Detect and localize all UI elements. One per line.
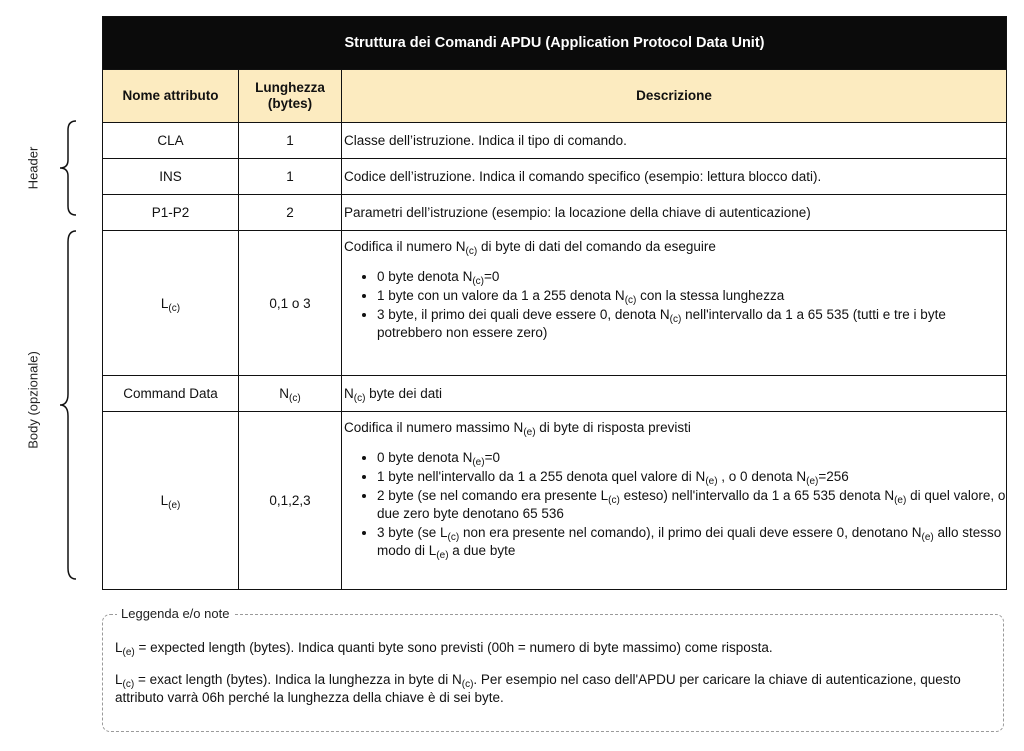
list-item: • 0 byte denota $N_{(c)}=0$	[377, 268, 1006, 286]
header-brace-icon	[56, 120, 80, 216]
list-item: • 3 byte, il primo dei quali deve essere 0, denota $N_{(c)}$ nell'intervallo da 1 a 65 535 (tutti e tre i byte potrebbero non essere zero)	[377, 306, 1006, 342]
cla-name: CLA	[103, 123, 239, 159]
legend-le-note: $L_{(e)}$ = expected length (bytes). Indica quanti byte sono previsti (00h = numero di byte massimo) come risposta.	[115, 640, 773, 658]
le-description: Codifica il numero massimo $N_{(e)}$ di byte di risposta previsti • 0 byte denota $N_{(e)}=0$ • 1 byte nell'intervallo da 1 a 255 denota quel valore di $N_{(e)}$ , o 0 denota $N_{(e)}=256$ • 2 byte (se nel comando era presente $L_{(c)}$ esteso) nell'intervallo da 1 a 65 535 denota $N_{(e)}$ di quel valore, o due zero byte denotano 65 536 • 3 byte (se $L_{(c)}$ non era presente nel comando), il primo dei quali deve essere 0, denotano $N_{(e)}$ allo stesso modo di $L_{(e)}$ a due byte	[342, 412, 1007, 590]
cmd-length: $N_{(c)}$	[239, 376, 342, 412]
p1p2-length: 2	[239, 195, 342, 231]
ins-description: Codice dell’istruzione. Indica il comando specifico (esempio: lettura blocco dati).	[342, 159, 1007, 195]
group-label-header: Header	[25, 146, 41, 190]
list-item: • 2 byte (se nel comando era presente $L_{(c)}$ esteso) nell'intervallo da 1 a 65 535 denota $N_{(e)}$ di quel valore, o due zero byte denotano 65 536	[377, 487, 1006, 523]
header-length: Lunghezza (bytes)	[239, 70, 342, 123]
group-label-body: Body (opzionale)	[25, 351, 41, 449]
header-description: Descrizione	[342, 70, 1007, 123]
le-name: $L_{(e)}$	[103, 412, 239, 590]
cmd-name: Command Data	[103, 376, 239, 412]
table-title: Struttura dei Comandi APDU (Application Protocol Data Unit)	[103, 17, 1007, 70]
apdu-table	[102, 16, 1007, 590]
cmd-description: $N_{(c)}$ byte dei dati	[342, 376, 1007, 412]
list-item: • 1 byte nell'intervallo da 1 a 255 denota quel valore di $N_{(e)}$ , o 0 denota $N_{(e)}=256$	[377, 468, 1006, 486]
ins-name: INS	[103, 159, 239, 195]
p1p2-description: Parametri dell’istruzione (esempio: la locazione della chiave di autenticazione)	[342, 195, 1007, 231]
p1p2-name: P1-P2	[103, 195, 239, 231]
body-brace-icon	[56, 230, 80, 580]
cla-description: Classe dell’istruzione. Indica il tipo di comando.	[342, 123, 1007, 159]
list-item: • 3 byte (se $L_{(c)}$ non era presente nel comando), il primo dei quali deve essere 0, denotano $N_{(e)}$ allo stesso modo di $L_{(e)}$ a due byte	[377, 524, 1006, 560]
lc-length: 0,1 o 3	[239, 231, 342, 376]
list-item: • 1 byte con un valore da 1 a 255 denota $N_{(c)}$ con la stessa lunghezza	[377, 287, 1006, 305]
lc-description: Codifica il numero $N_{(c)}$ di byte di dati del comando da eseguire • 0 byte denota $N_{(c)}=0$ • 1 byte con un valore da 1 a 255 denota $N_{(c)}$ con la stessa lunghezza • 3 byte, il primo dei quali deve essere 0, denota $N_{(c)}$ nell'intervallo da 1 a 65 535 (tutti e tre i byte potrebbero non essere zero)	[342, 231, 1007, 376]
legend-lc-note: $L_{(c)}$ = exact length (bytes). Indica la lunghezza in byte di $N_{(c)}$. Per esempio nel caso dell'APDU per caricare la chiave di autenticazione, questo attributo varrà 06h perché la lunghezza della chiave è di sei byte.	[115, 672, 961, 705]
list-item: • 0 byte denota $N_{(e)}=0$	[377, 449, 1006, 467]
table-row-p1p2	[103, 195, 1007, 231]
cla-length: 1	[239, 123, 342, 159]
table-row-ins	[103, 159, 1007, 195]
table-row-lc	[103, 231, 1007, 376]
lc-name: $L_{(c)}$	[103, 231, 239, 376]
legend-title: Leggenda e/o note	[117, 606, 233, 621]
ins-length: 1	[239, 159, 342, 195]
le-length: 0,1,2,3	[239, 412, 342, 590]
legend-box	[102, 606, 1004, 732]
header-name: Nome attributo	[103, 70, 239, 123]
table-row-le	[103, 412, 1007, 590]
table-row-command-data	[103, 376, 1007, 412]
table-row-cla	[103, 123, 1007, 159]
